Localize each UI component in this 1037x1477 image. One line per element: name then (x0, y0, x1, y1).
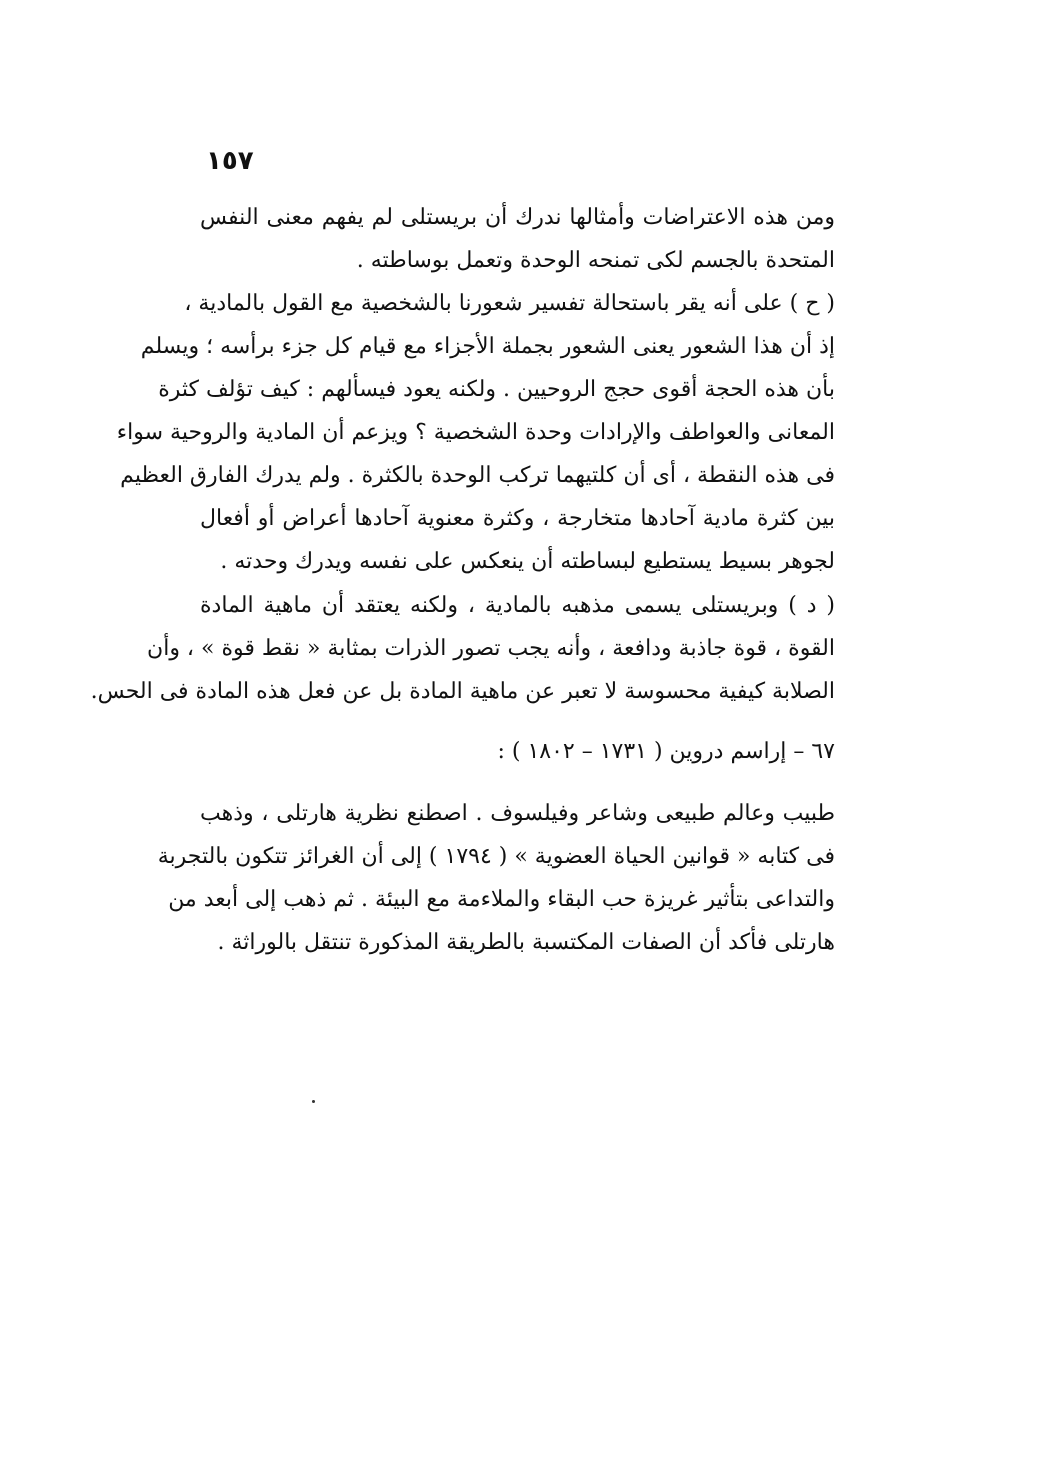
paragraph-3 (90, 584, 835, 713)
paragraph-line: بين كثرة مادية آحادها متخارجة ، وكثرة معنوية آحادها أعراض أو أفعال (200, 506, 835, 531)
paragraph-line: والتداعى بتأثير غريزة حب البقاء والملاءمة مع البيئة . ثم ذهب إلى أبعد من (168, 887, 835, 912)
section-paragraph (157, 792, 835, 964)
paragraph-line: المتحدة بالجسم لكى تمنحه الوحدة وتعمل بوساطته . (356, 248, 835, 273)
paragraph-line: لجوهر بسيط يستطيع لبساطته أن ينعكس على نفسه ويدرك وحدته . (220, 549, 835, 574)
paragraph-line: هارتلى فأكد أن الصفات المكتسبة بالطريقة المذكورة تنتقل بالوراثة . (217, 930, 835, 955)
paragraph-line: القوة ، قوة جاذبة ودافعة ، وأنه يجب تصور الذرات بمثابة « نقط قوة » ، وأن (147, 636, 835, 661)
paragraph-line: الصلابة كيفية محسوسة لا تعبر عن ماهية المادة بل عن فعل هذه المادة فى الحس. (90, 679, 835, 704)
paragraph-line: المعانى والعواطف والإرادات وحدة الشخصية ؟ ويزعم أن المادية والروحية سواء (116, 420, 835, 445)
paragraph-line: بأن هذه الحجة أقوى حجج الروحيين . ولكنه يعود فيسألهم : كيف تؤلف كثرة (158, 377, 835, 402)
paragraph-line: إذ أن هذا الشعور يعنى الشعور بجملة الأجزاء مع قيام كل جزء برأسه ؛ ويسلم (140, 334, 835, 359)
stray-ink-dot (312, 1100, 315, 1103)
section-heading: ٦٧ – إراسم دروين ( ١٧٣١ – ١٨٠٢ ) : (497, 739, 835, 764)
paragraph-line: طبيب وعالم طبيعى وشاعر وفيلسوف . اصطنع نظرية هارتلى ، وذهب (200, 801, 835, 826)
paragraph-line: ( د ) وبريستلى يسمى مذهبه بالمادية ، ولكنه يعتقد أن ماهية المادة (200, 593, 835, 618)
paragraph-2 (116, 282, 835, 583)
paragraph-line: ( ح ) على أنه يقر باستحالة تفسير شعورنا بالشخصية مع القول بالمادية ، (184, 291, 835, 316)
paragraph-line: فى كتابه « قوانين الحياة العضوية » ( ١٧٩٤ ) إلى أن الغرائز تتكون بالتجربة (157, 844, 835, 869)
paragraph-line: فى هذه النقطة ، أى أن كلتيهما تركب الوحدة بالكثرة . ولم يدرك الفارق العظيم (120, 463, 835, 488)
page-number: ١٥٧ (206, 146, 254, 176)
paragraph-line: ومن هذه الاعتراضات وأمثالها ندرك أن بريستلى لم يفهم معنى النفس (200, 205, 835, 230)
paragraph-1 (200, 196, 835, 282)
